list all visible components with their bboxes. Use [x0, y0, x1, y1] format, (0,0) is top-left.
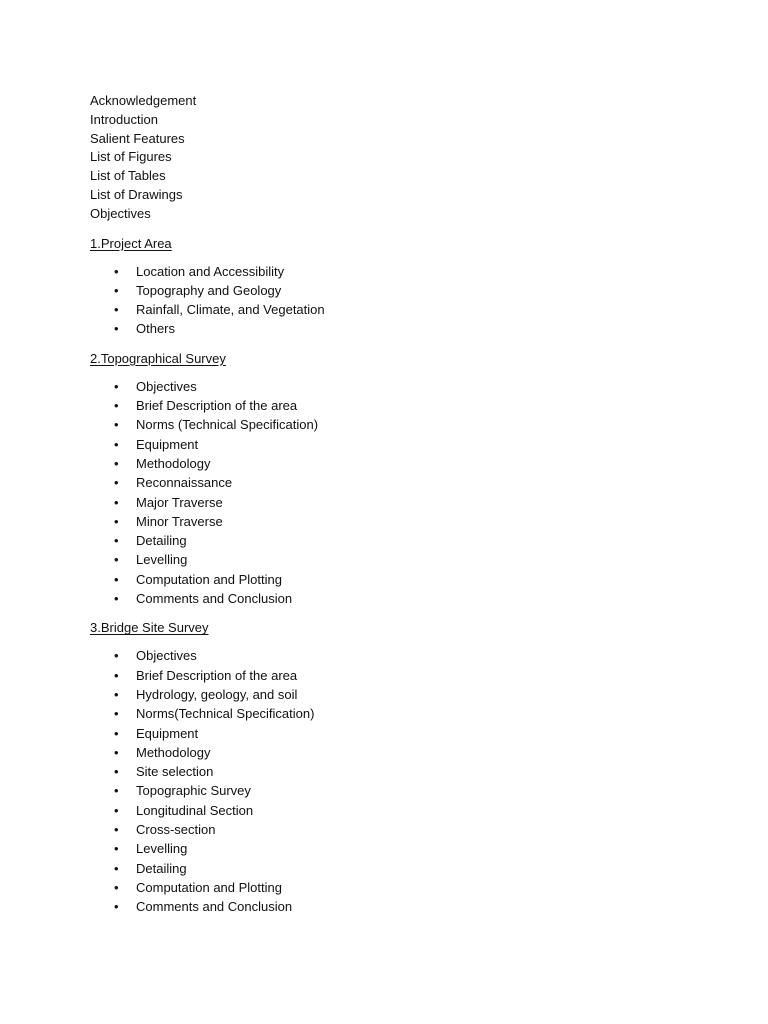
list-item [90, 762, 710, 781]
bullet-list [90, 646, 710, 916]
list-item [90, 454, 710, 473]
list-item [90, 839, 710, 858]
front-matter-item: Introduction [90, 111, 158, 127]
bullet-icon: • [114, 648, 119, 664]
bullet-icon: • [114, 417, 119, 433]
list-item [90, 531, 710, 550]
list-item-label: Levelling [136, 841, 188, 857]
bullet-icon: • [114, 552, 119, 568]
list-item-label: Reconnaissance [136, 475, 233, 491]
bullet-list [90, 377, 710, 609]
list-item [90, 878, 710, 897]
list-item [90, 820, 710, 839]
list-item-label: Levelling [136, 552, 188, 568]
list-item-label: Rainfall, Climate, and Vegetation [136, 302, 325, 318]
bullet-icon: • [114, 321, 119, 337]
section-heading: 1.Project Area [90, 235, 172, 251]
list-item [90, 396, 710, 415]
list-item-label: Methodology [136, 744, 211, 760]
list-item-label: Topography and Geology [136, 282, 282, 298]
list-item-label: Computation and Plotting [136, 879, 282, 895]
list-item [90, 704, 710, 723]
list-item [90, 859, 710, 878]
bullet-icon: • [114, 533, 119, 549]
bullet-icon: • [114, 436, 119, 452]
bullet-icon: • [114, 302, 119, 318]
front-matter-item: Acknowledgement [90, 93, 197, 108]
section-heading: 2.Topographical Survey [90, 350, 226, 366]
bullet-icon: • [114, 899, 119, 915]
list-item [90, 589, 710, 608]
section-bridge-site-survey [90, 618, 710, 916]
section-heading: 3.Bridge Site Survey [90, 620, 209, 636]
front-matter-item: List of Tables [90, 168, 166, 184]
list-item-label: Objectives [136, 378, 197, 394]
bullet-icon: • [114, 513, 119, 529]
list-item [90, 300, 710, 319]
bullet-icon: • [114, 706, 119, 722]
list-item [90, 435, 710, 454]
bullet-icon: • [114, 860, 119, 876]
bullet-icon: • [114, 571, 119, 587]
list-item-label: Norms(Technical Specification) [136, 706, 315, 722]
list-item-label: Site selection [136, 764, 214, 780]
list-item-label: Topographic Survey [136, 783, 251, 799]
list-item-label: Longitudinal Section [136, 802, 254, 818]
front-matter-list [90, 92, 710, 224]
list-item-label: Equipment [136, 725, 199, 741]
front-matter-item: Objectives [90, 205, 151, 221]
list-item [90, 281, 710, 300]
list-item [90, 570, 710, 589]
bullet-icon: • [114, 282, 119, 298]
bullet-icon: • [114, 494, 119, 510]
list-item-label: Objectives [136, 648, 197, 664]
list-item [90, 897, 710, 916]
bullet-icon: • [114, 667, 119, 683]
list-item-label: Comments and Conclusion [136, 899, 293, 915]
list-item-label: Hydrology, geology, and soil [136, 686, 298, 702]
bullet-icon: • [114, 841, 119, 857]
list-item [90, 685, 710, 704]
bullet-icon: • [114, 802, 119, 818]
list-item [90, 512, 710, 531]
section-project-area [90, 234, 710, 339]
list-item [90, 473, 710, 492]
list-item [90, 550, 710, 569]
bullet-icon: • [114, 398, 119, 414]
bullet-icon: • [114, 764, 119, 780]
bullet-icon: • [114, 686, 119, 702]
list-item-label: Detailing [136, 860, 187, 876]
list-item [90, 262, 710, 281]
list-item-label: Methodology [136, 455, 211, 471]
list-item [90, 781, 710, 800]
bullet-icon: • [114, 725, 119, 741]
list-item [90, 319, 710, 338]
front-matter-item: List of Drawings [90, 186, 183, 202]
list-item [90, 724, 710, 743]
bullet-list [90, 262, 710, 339]
list-item [90, 415, 710, 434]
section-topographical-survey [90, 349, 710, 609]
list-item-label: Location and Accessibility [136, 263, 285, 279]
bullet-icon: • [114, 475, 119, 491]
list-item [90, 377, 710, 396]
bullet-icon: • [114, 744, 119, 760]
list-item-label: Equipment [136, 436, 199, 452]
list-item-label: Computation and Plotting [136, 571, 282, 587]
list-item-label: Cross-section [136, 822, 216, 837]
list-item-label: Major Traverse [136, 494, 223, 510]
list-item-label: Others [136, 321, 176, 337]
bullet-icon: • [114, 263, 119, 279]
list-item-label: Norms (Technical Specification) [136, 417, 319, 433]
bullet-icon: • [114, 591, 119, 607]
list-item-label: Brief Description of the area [136, 667, 298, 683]
list-item [90, 743, 710, 762]
front-matter-item: List of Figures [90, 149, 172, 165]
bullet-icon: • [114, 879, 119, 895]
bullet-icon: • [114, 822, 119, 837]
bullet-icon: • [114, 455, 119, 471]
list-item-label: Comments and Conclusion [136, 591, 293, 607]
list-item-label: Detailing [136, 533, 187, 549]
bullet-icon: • [114, 783, 119, 799]
list-item-label: Brief Description of the area [136, 398, 298, 414]
bullet-icon: • [114, 378, 119, 394]
list-item [90, 801, 710, 820]
list-item [90, 493, 710, 512]
list-item-label: Minor Traverse [136, 513, 223, 529]
list-item [90, 646, 710, 665]
document-page [90, 92, 710, 916]
front-matter-item: Salient Features [90, 130, 185, 146]
list-item [90, 666, 710, 685]
